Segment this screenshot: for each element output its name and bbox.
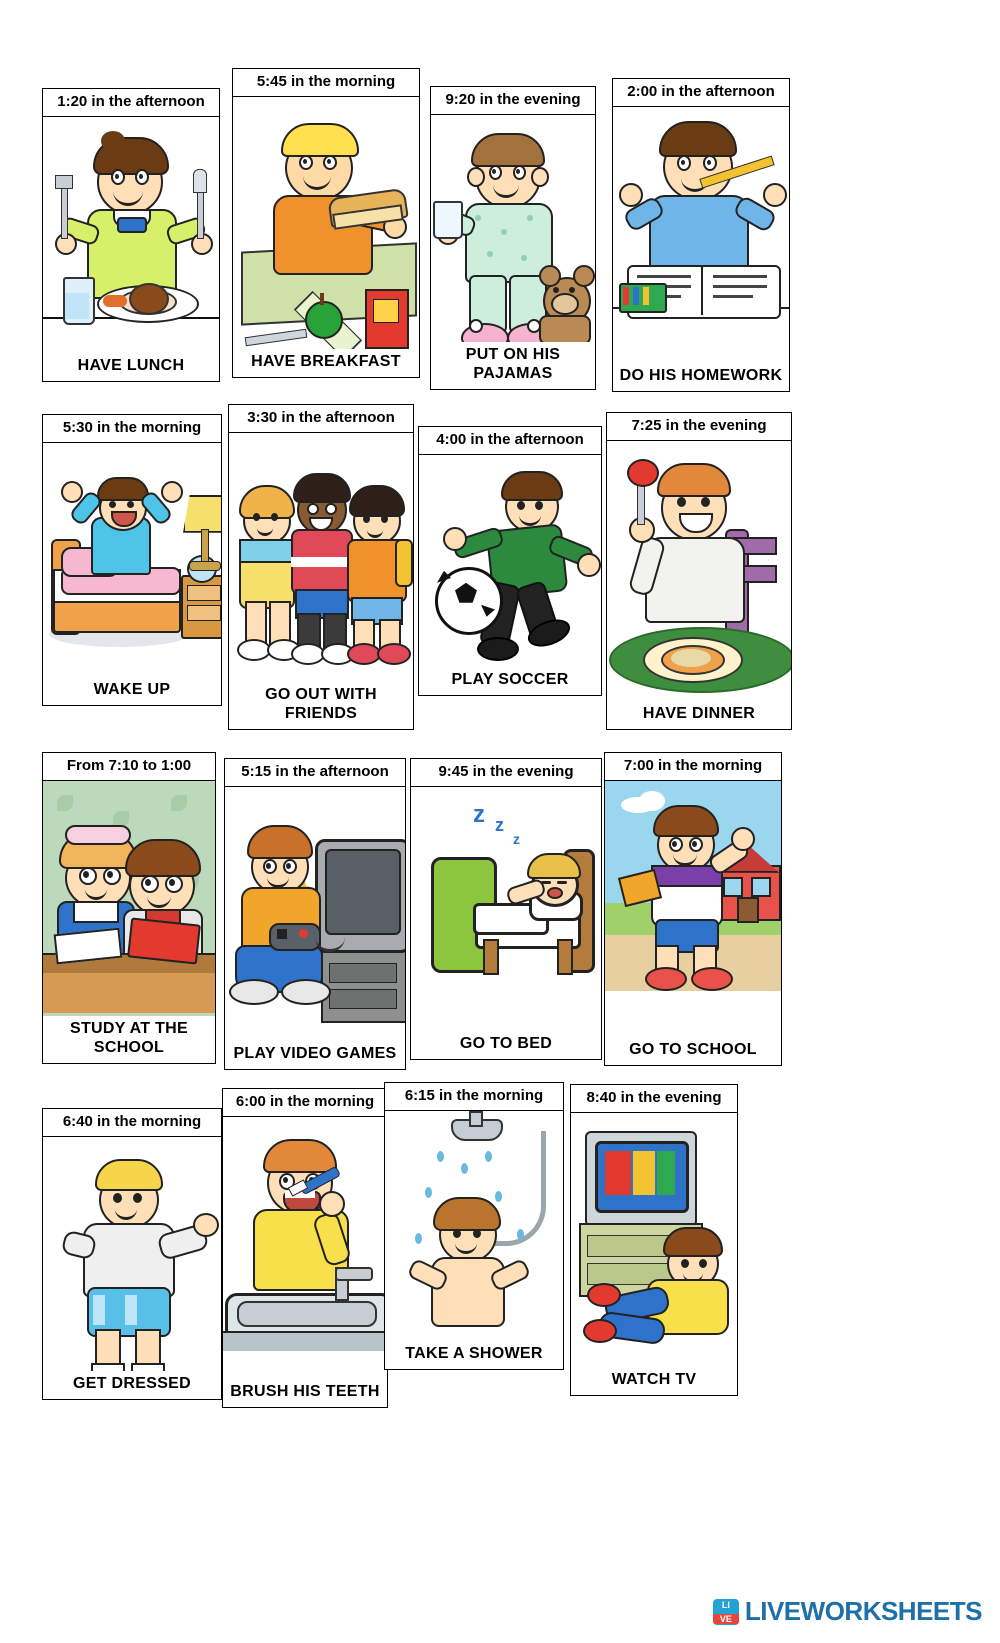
time-label: 8:40 in the evening xyxy=(571,1085,737,1113)
action-label: PLAY VIDEO GAMES xyxy=(225,1041,405,1069)
illustration-go-to-school xyxy=(605,781,781,1037)
flashcard-play-soccer[interactable] xyxy=(418,426,602,696)
time-label: From 7:10 to 1:00 xyxy=(43,753,215,781)
action-label: DO HIS HOMEWORK xyxy=(613,363,789,391)
flashcard-wake-up[interactable] xyxy=(42,414,222,706)
illustration-have-lunch xyxy=(43,117,219,353)
time-label: 2:00 in the afternoon xyxy=(613,79,789,107)
flashcard-watch-tv[interactable] xyxy=(570,1084,738,1396)
action-label: GET DRESSED xyxy=(43,1371,221,1399)
action-label: GO OUT WITH FRIENDS xyxy=(229,682,413,729)
flashcard-take-a-shower[interactable] xyxy=(384,1082,564,1370)
flashcard-have-breakfast[interactable] xyxy=(232,68,420,378)
time-label: 5:30 in the morning xyxy=(43,415,221,443)
illustration-play-soccer xyxy=(419,455,601,667)
flashcard-go-to-school[interactable] xyxy=(604,752,782,1066)
action-label: HAVE DINNER xyxy=(607,701,791,729)
action-label: TAKE A SHOWER xyxy=(385,1341,563,1369)
illustration-put-on-pajamas xyxy=(431,115,595,342)
action-label: GO TO SCHOOL xyxy=(605,1037,781,1065)
flashcard-have-dinner[interactable] xyxy=(606,412,792,730)
logo-bottom-text: VE xyxy=(713,1614,739,1624)
flashcard-get-dressed[interactable] xyxy=(42,1108,222,1400)
time-label: 3:30 in the afternoon xyxy=(229,405,413,433)
time-label: 7:00 in the morning xyxy=(605,753,781,781)
liveworksheets-logo-icon xyxy=(713,1599,739,1625)
illustration-wake-up xyxy=(43,443,221,677)
time-label: 7:25 in the evening xyxy=(607,413,791,441)
action-label: HAVE BREAKFAST xyxy=(233,349,419,377)
illustration-get-dressed xyxy=(43,1137,221,1371)
action-label: PLAY SOCCER xyxy=(419,667,601,695)
time-label: 9:20 in the evening xyxy=(431,87,595,115)
illustration-have-dinner xyxy=(607,441,791,701)
time-label: 9:45 in the evening xyxy=(411,759,601,787)
flashcard-brush-teeth[interactable] xyxy=(222,1088,388,1408)
illustration-brush-teeth xyxy=(223,1117,387,1379)
time-label: 6:15 in the morning xyxy=(385,1083,563,1111)
time-label: 5:45 in the morning xyxy=(233,69,419,97)
illustration-go-to-bed: z z z xyxy=(411,787,601,1031)
flashcard-study-at-school[interactable] xyxy=(42,752,216,1064)
flashcard-put-on-pajamas[interactable] xyxy=(430,86,596,390)
logo-top-text: LI xyxy=(721,1599,730,1610)
action-label: BRUSH HIS TEETH xyxy=(223,1379,387,1407)
time-label: 4:00 in the afternoon xyxy=(419,427,601,455)
brand-wordmark: LIVEWORKSHEETS xyxy=(744,1596,982,1626)
time-label: 5:15 in the afternoon xyxy=(225,759,405,787)
flashcard-go-to-bed[interactable] xyxy=(410,758,602,1060)
illustration-have-breakfast xyxy=(233,97,419,349)
illustration-go-out-with-friends xyxy=(229,433,413,682)
action-label: STUDY AT THE SCHOOL xyxy=(43,1016,215,1063)
illustration-take-a-shower xyxy=(385,1111,563,1341)
illustration-study-at-school xyxy=(43,781,215,1016)
liveworksheets-footer xyxy=(713,1596,982,1627)
action-label: PUT ON HIS PAJAMAS xyxy=(431,342,595,389)
flashcard-do-homework[interactable] xyxy=(612,78,790,392)
action-label: WATCH TV xyxy=(571,1367,737,1395)
time-label: 1:20 in the afternoon xyxy=(43,89,219,117)
flashcard-play-video-games[interactable] xyxy=(224,758,406,1070)
action-label: GO TO BED xyxy=(411,1031,601,1059)
action-label: HAVE LUNCH xyxy=(43,353,219,381)
illustration-watch-tv xyxy=(571,1113,737,1367)
illustration-play-video-games xyxy=(225,787,405,1041)
illustration-do-homework xyxy=(613,107,789,363)
flashcard-have-lunch[interactable] xyxy=(42,88,220,382)
time-label: 6:40 in the morning xyxy=(43,1109,221,1137)
flashcard-go-out-with-friends[interactable] xyxy=(228,404,414,730)
action-label: WAKE UP xyxy=(43,677,221,705)
time-label: 6:00 in the morning xyxy=(223,1089,387,1117)
